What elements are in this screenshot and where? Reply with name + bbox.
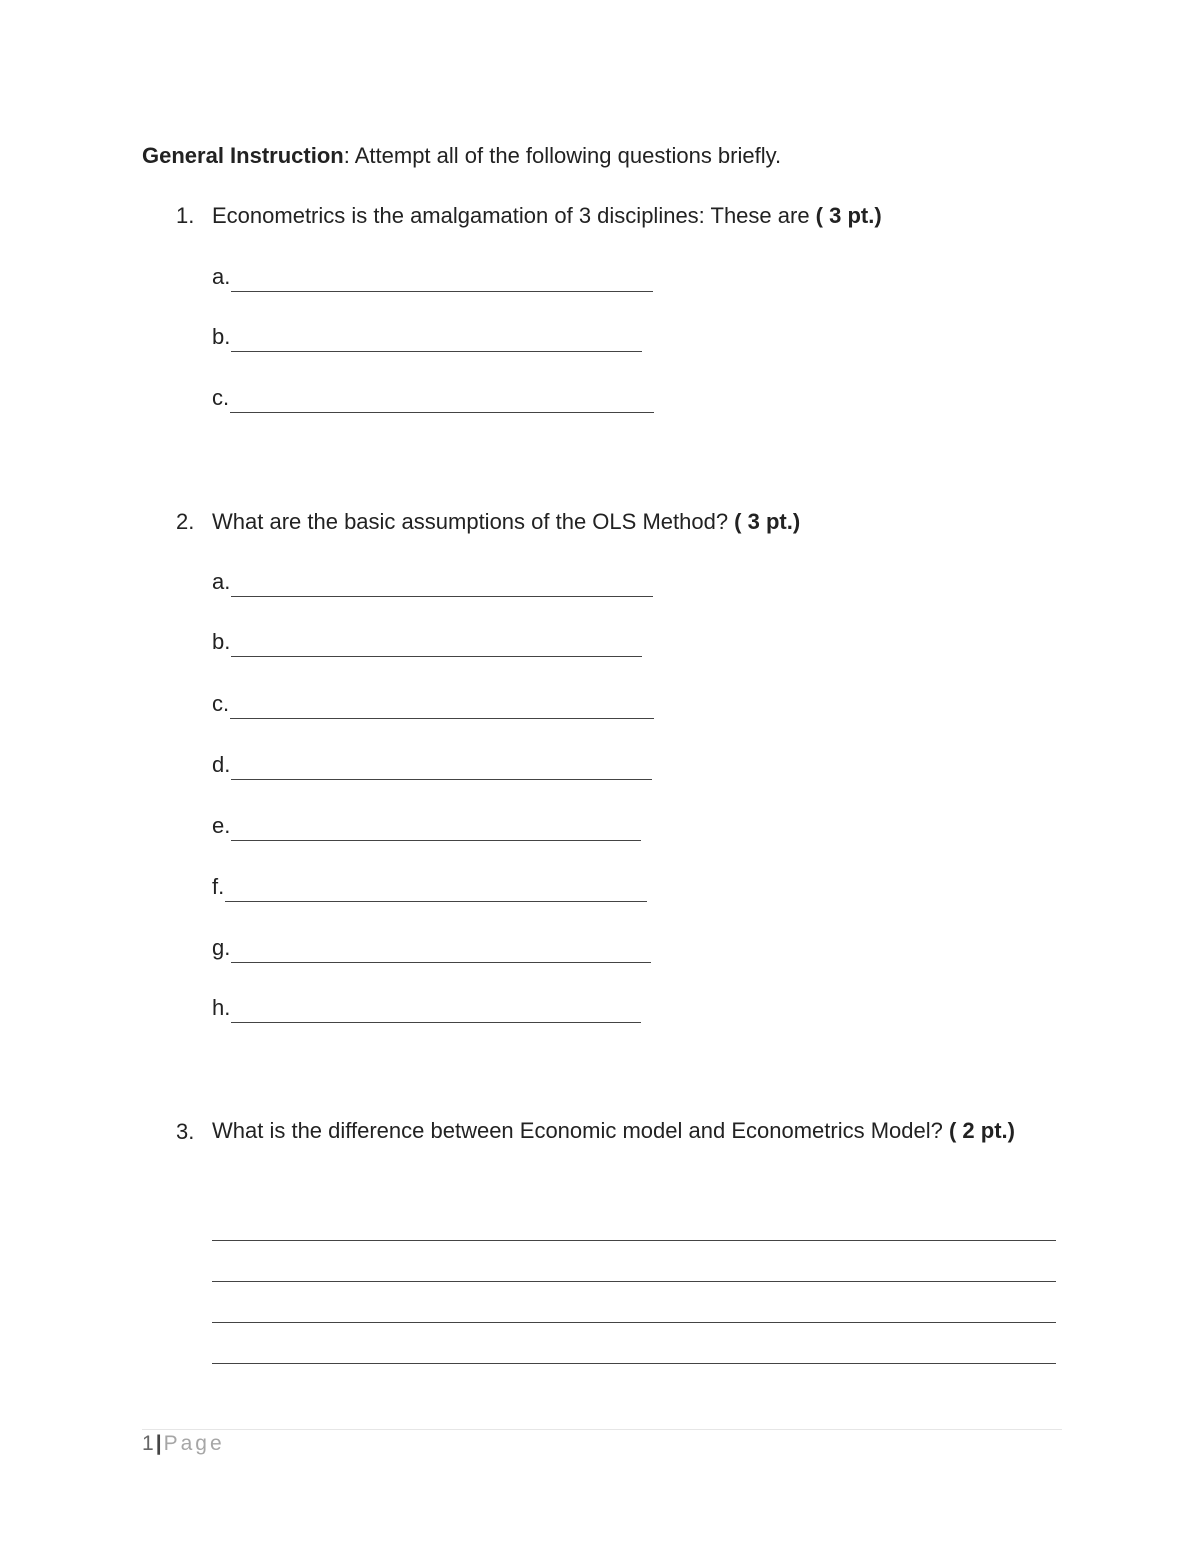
instruction-text: : Attempt all of the following questions briefly. bbox=[343, 143, 782, 168]
question-2-blank-f[interactable] bbox=[212, 872, 647, 902]
blank-label: f. bbox=[212, 874, 225, 899]
question-3-answer-line-4[interactable] bbox=[212, 1363, 1056, 1364]
answer-line[interactable] bbox=[231, 636, 642, 657]
blank-label: b. bbox=[212, 324, 231, 349]
question-1-prompt: Econometrics is the amalgamation of 3 disciplines: These are bbox=[212, 203, 816, 228]
page-number: 1 bbox=[142, 1432, 156, 1455]
answer-line[interactable] bbox=[231, 942, 651, 963]
blank-label: d. bbox=[212, 752, 231, 777]
blank-label: c. bbox=[212, 691, 230, 716]
question-1-points: ( 3 pt.) bbox=[815, 203, 882, 228]
answer-line[interactable] bbox=[231, 759, 652, 780]
blank-label: e. bbox=[212, 813, 231, 838]
question-2-blank-g[interactable] bbox=[212, 933, 651, 963]
footer-divider bbox=[142, 1429, 1062, 1430]
question-3-answer-line-2[interactable] bbox=[212, 1281, 1056, 1282]
question-3-prompt: What is the difference between Economic model and Econometrics Model? bbox=[212, 1118, 949, 1143]
question-2-prompt: What are the basic assumptions of the OLS Method? bbox=[212, 509, 735, 534]
answer-line[interactable] bbox=[230, 698, 654, 719]
blank-label: a. bbox=[212, 569, 231, 594]
answer-line[interactable] bbox=[225, 881, 647, 902]
page-footer bbox=[142, 1430, 225, 1458]
question-2-blank-e[interactable] bbox=[212, 811, 641, 841]
question-2-blank-h[interactable] bbox=[212, 993, 641, 1023]
question-3-number: 3. bbox=[176, 1119, 195, 1144]
question-2-blank-d[interactable] bbox=[212, 750, 652, 780]
answer-line[interactable] bbox=[231, 820, 641, 841]
question-3-answer-line-3[interactable] bbox=[212, 1322, 1056, 1323]
question-1-text bbox=[212, 195, 882, 236]
question-3-points: ( 2 pt.) bbox=[948, 1118, 1015, 1143]
answer-line[interactable] bbox=[231, 1002, 641, 1023]
blank-label: c. bbox=[212, 385, 230, 410]
question-3-text bbox=[212, 1110, 1052, 1151]
instruction-lead: General Instruction bbox=[142, 143, 344, 168]
page-separator: | bbox=[155, 1432, 164, 1455]
question-1-number: 1. bbox=[176, 203, 195, 228]
question-2-number: 2. bbox=[176, 509, 195, 534]
question-2-blank-a[interactable] bbox=[212, 567, 653, 597]
answer-line[interactable] bbox=[231, 271, 653, 292]
question-1-blank-a[interactable] bbox=[212, 262, 653, 292]
question-2-blank-b[interactable] bbox=[212, 627, 642, 657]
blank-label: a. bbox=[212, 264, 231, 289]
answer-line[interactable] bbox=[231, 331, 642, 352]
question-2-points: ( 3 pt.) bbox=[734, 509, 801, 534]
question-1-blank-b[interactable] bbox=[212, 322, 642, 352]
question-3-answer-line-1[interactable] bbox=[212, 1240, 1056, 1241]
blank-label: b. bbox=[212, 629, 231, 654]
question-2-blank-c[interactable] bbox=[212, 689, 654, 719]
general-instruction bbox=[142, 141, 781, 171]
blank-label: h. bbox=[212, 995, 231, 1020]
question-2-text bbox=[212, 501, 800, 542]
blank-label: g. bbox=[212, 935, 231, 960]
page-label: Page bbox=[163, 1432, 225, 1455]
answer-line[interactable] bbox=[231, 576, 653, 597]
answer-line[interactable] bbox=[230, 392, 654, 413]
question-1-blank-c[interactable] bbox=[212, 383, 654, 413]
